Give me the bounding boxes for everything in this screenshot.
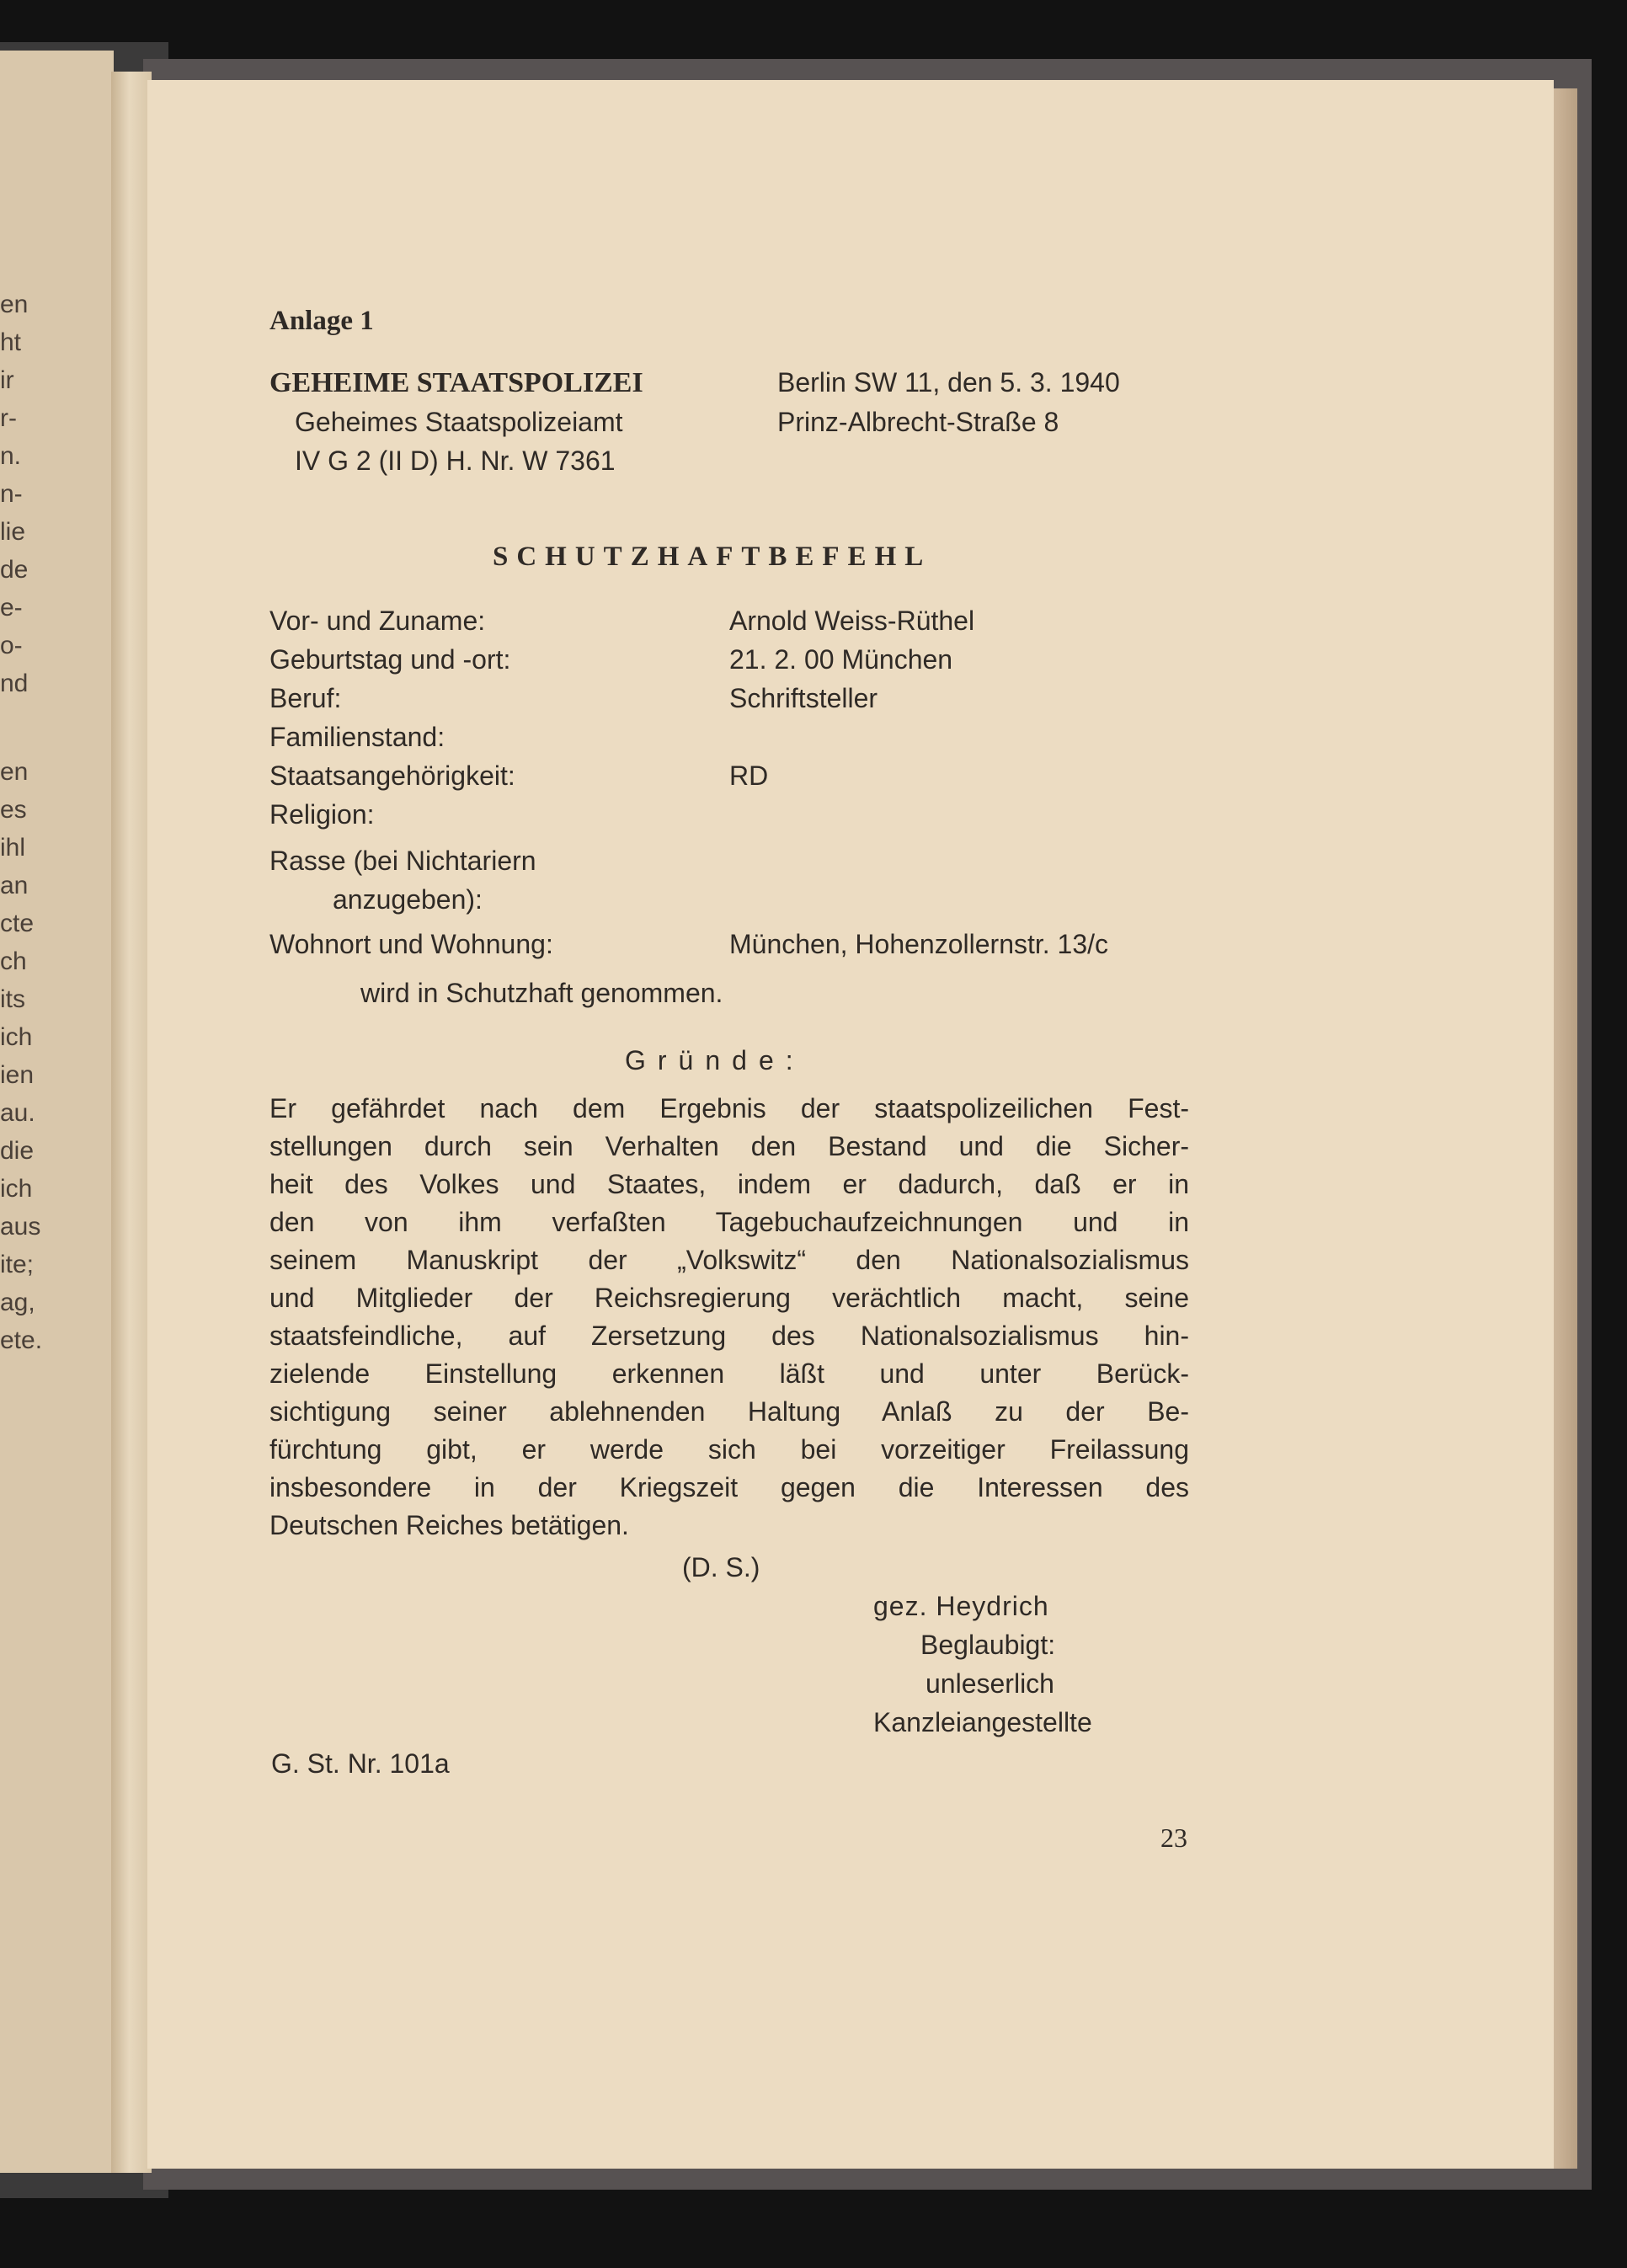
field-value: Arnold Weiss-Rüthel	[729, 606, 975, 636]
left-page-fragment: lie	[0, 518, 26, 546]
field-label: anzugeben):	[333, 884, 483, 915]
field-value: RD	[729, 760, 769, 791]
signature-certified: Beglaubigt:	[920, 1630, 1056, 1660]
field-label: Familienstand:	[269, 722, 445, 752]
page-edge	[1554, 88, 1577, 2169]
reasons-line: fürchtung gibt, er werde sich bei vorzeitiger Freilassung	[269, 1434, 1189, 1465]
left-page-fragment: en	[0, 758, 29, 786]
document-title: SCHUTZHAFTBEFEHL	[493, 542, 932, 572]
left-page-fragment: r-	[0, 404, 17, 432]
annex-label: Anlage 1	[269, 306, 374, 336]
signature-clerk: Kanzleiangestellte	[873, 1707, 1092, 1737]
left-page-fragment: en	[0, 291, 29, 318]
left-page-fragment: n-	[0, 480, 23, 508]
field-label: Beruf:	[269, 683, 342, 713]
reasons-line: insbesondere in der Kriegszeit gegen die Interessen des	[269, 1472, 1189, 1502]
signature-signed	[873, 1590, 1049, 1622]
left-page-fragment: ch	[0, 947, 27, 975]
reasons-line: den von ihm verfaßten Tagebuchaufzeichnungen und in	[269, 1207, 1189, 1237]
book-spine	[111, 72, 152, 2173]
field-label: Vor- und Zuname:	[269, 606, 486, 636]
reasons-line: sichtigung seiner ablehnenden Haltung Anlaß zu der Be-	[269, 1396, 1189, 1427]
left-page-fragment: de	[0, 556, 29, 584]
left-page-fragment: o-	[0, 632, 23, 659]
left-page-fragment: ht	[0, 328, 22, 356]
left-page-fragment: ir	[0, 366, 14, 394]
field-label: Rasse (bei Nichtariern	[269, 846, 536, 876]
street-address: Prinz-Albrecht-Straße 8	[777, 407, 1059, 437]
left-page-fragment: ien	[0, 1061, 35, 1089]
left-page-fragment: its	[0, 985, 25, 1013]
left-page-fragment: ete.	[0, 1326, 43, 1354]
reasons-line: staatsfeindliche, auf Zersetzung des Nationalsozialismus hin-	[269, 1321, 1189, 1351]
left-page-fragment: cte	[0, 910, 35, 937]
field-label: Staatsangehörigkeit:	[269, 760, 515, 791]
place-date: Berlin SW 11, den 5. 3. 1940	[777, 367, 1120, 398]
reasons-heading: Gründe:	[625, 1045, 805, 1075]
left-page-fragment: ich	[0, 1175, 33, 1203]
left-page-edge	[0, 51, 114, 2173]
signature-illegible: unleserlich	[926, 1668, 1054, 1699]
left-page-fragment: es	[0, 796, 27, 824]
field-value: 21. 2. 00 München	[729, 644, 953, 675]
agency-name: GEHEIME STAATSPOLIZEI	[269, 367, 643, 398]
signature-name: gez. Heydrich	[873, 1591, 1049, 1621]
reasons-line: und Mitglieder der Reichsregierung verächtlich macht, seine	[269, 1283, 1189, 1313]
footer-reference: G. St. Nr. 101a	[271, 1748, 450, 1779]
left-page-fragment: aus	[0, 1213, 41, 1241]
field-value: Schriftsteller	[729, 683, 878, 713]
field-label: Religion:	[269, 799, 375, 830]
seal-mark: (D. S.)	[682, 1552, 760, 1582]
left-page-fragment: nd	[0, 670, 29, 697]
field-value: München, Hohenzollernstr. 13/c	[729, 929, 1109, 959]
left-page-fragment: n.	[0, 442, 22, 470]
left-page-fragment: ich	[0, 1023, 33, 1051]
reasons-line: zielende Einstellung erkennen läßt und unter Berück-	[269, 1358, 1189, 1389]
field-label: Geburtstag und -ort:	[269, 644, 511, 675]
reasons-line: Deutschen Reiches betätigen.	[269, 1510, 629, 1540]
left-page-fragment: ihl	[0, 834, 26, 862]
reasons-line: Er gefährdet nach dem Ergebnis der staatspolizeilichen Fest-	[269, 1093, 1189, 1123]
page-number: 23	[1160, 1822, 1187, 1853]
reasons-line: heit des Volkes und Staates, indem er dadurch, daß er in	[269, 1169, 1189, 1199]
field-label: Wohnort und Wohnung:	[269, 929, 553, 959]
reference-number: IV G 2 (II D) H. Nr. W 7361	[295, 446, 616, 476]
left-page-fragment: e-	[0, 594, 23, 622]
left-page-fragment: ite;	[0, 1251, 35, 1278]
left-page-fragment: an	[0, 872, 29, 899]
left-page-fragment: au.	[0, 1099, 35, 1127]
reasons-line: seinem Manuskript der „Volkswitz“ den Nationalsozialismus	[269, 1245, 1189, 1275]
left-page-fragment: die	[0, 1137, 35, 1165]
office-name: Geheimes Staatspolizeiamt	[295, 407, 623, 437]
reasons-line: stellungen durch sein Verhalten den Bestand und die Sicher-	[269, 1131, 1189, 1161]
custody-statement: wird in Schutzhaft genommen.	[360, 978, 723, 1008]
left-page-fragment: ag,	[0, 1289, 35, 1316]
